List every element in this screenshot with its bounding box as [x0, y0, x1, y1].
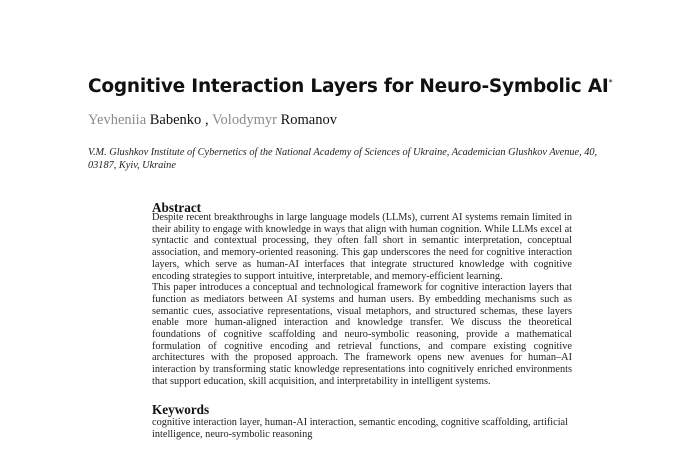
title-footnote-mark: * — [608, 78, 613, 87]
abstract-heading: Abstract — [152, 200, 202, 215]
author-1-given-name: Yevheniia — [88, 112, 147, 128]
abstract-paragraph: This paper introduces a conceptual and technological framework for cognitive interaction layers that function as mediators between AI systems and human users. By embedding mechanisms such as semantic cues, associative representations, visual metaphors, and structured schemas, these layers enable more human-aligned interaction and knowledge transfer. We discuss the theoretical foundations of cognitive scaffolding and neuro-symbolic reasoning, provide a mathematical formulation of cognitive encoding and retrieval functions, and compare existing cognitive architectures with the proposed approach. The framework opens new avenues for human–AI interaction by transforming static knowledge representations into cognitively enriched environments that support education, skill acquisition, and interpretability in intelligent systems. — [152, 282, 572, 387]
author-separator: , — [201, 112, 212, 128]
author-2-family-name: Romanov — [280, 112, 337, 128]
paper-title-text: Cognitive Interaction Layers for Neuro-Symbolic AI — [88, 76, 609, 98]
author-1-family-name: Babenko — [149, 112, 202, 128]
abstract-body — [152, 212, 572, 388]
affiliation: V.M. Glushkov Institute of Cybernetics of the National Academy of Sciences of Ukraine, Academician Glushkov Avenue, 40, 03187, Kyiv, Ukraine — [88, 147, 598, 171]
keywords-heading: Keywords — [152, 402, 210, 417]
author-list — [88, 111, 337, 129]
paper-title — [88, 70, 648, 100]
author-2-given-name: Volodymyr — [211, 112, 277, 128]
keywords-list: cognitive interaction layer, human-AI interaction, semantic encoding, cognitive scaffolding, artificial intelligence, neuro-symbolic reasoning — [152, 417, 568, 440]
abstract-paragraph: Despite recent breakthroughs in large language models (LLMs), current AI systems remain limited in their ability to engage with knowledge in ways that align with human cognition. While LLMs excel at syntactic and contextual processing, they often fall short in semantic interpretation, conceptual association, and memory-oriented reasoning. This gap underscores the need for cognitive interaction layers, which serve as human-AI interfaces that integrate structured knowledge with cognitive encoding strategies to support intuitive, interpretable, and memory-efficient learning. — [152, 212, 572, 282]
